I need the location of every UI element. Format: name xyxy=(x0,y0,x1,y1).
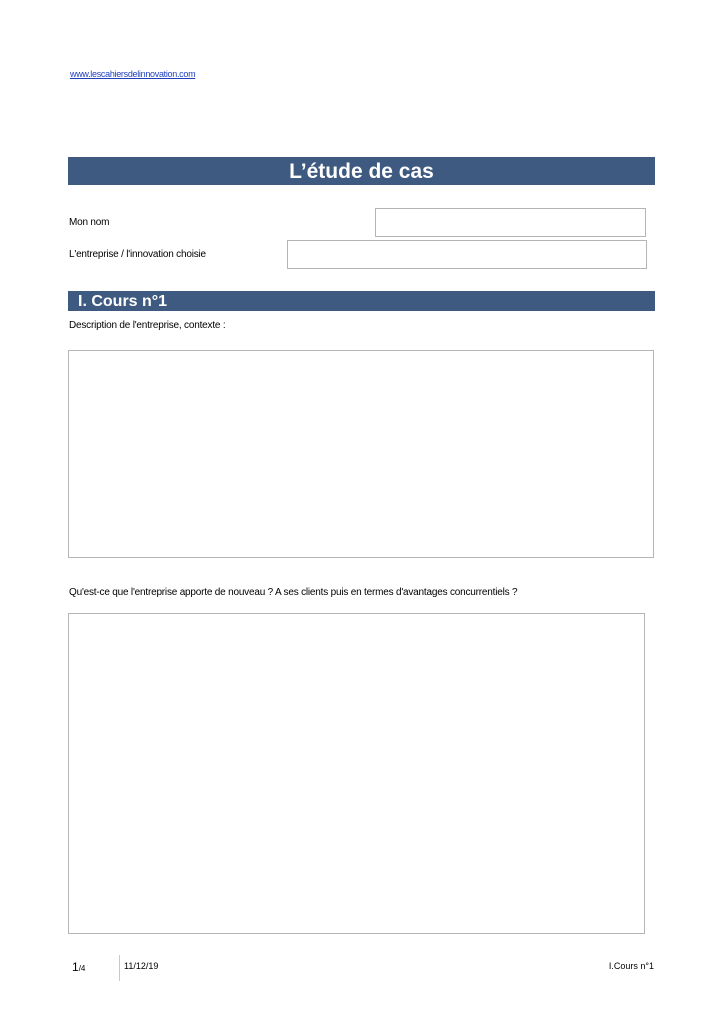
innovation-answer-box[interactable] xyxy=(68,613,645,934)
name-field[interactable] xyxy=(375,208,646,237)
page-total: /4 xyxy=(78,964,86,973)
description-question-label: Description de l'entreprise, contexte : xyxy=(69,320,226,331)
page-current: 1 xyxy=(72,960,79,974)
innovation-question-label: Qu'est-ce que l'entreprise apporte de nouveau ? A ses clients puis en termes d'avantages concurrentiels ? xyxy=(69,587,518,598)
company-label: L'entreprise / l'innovation choisie xyxy=(69,249,206,260)
company-field[interactable] xyxy=(287,240,647,269)
footer-divider xyxy=(119,955,120,981)
footer-date: 11/12/19 xyxy=(124,961,159,971)
document-title: L’étude de cas xyxy=(68,157,655,185)
section-heading: I. Cours n°1 xyxy=(68,291,655,311)
site-link[interactable]: www.lescahiersdelinnovation.com xyxy=(70,69,196,79)
footer-section-name: I.Cours n°1 xyxy=(608,961,654,971)
description-answer-box[interactable] xyxy=(68,350,654,558)
page-number xyxy=(72,960,85,974)
name-label: Mon nom xyxy=(69,217,110,228)
